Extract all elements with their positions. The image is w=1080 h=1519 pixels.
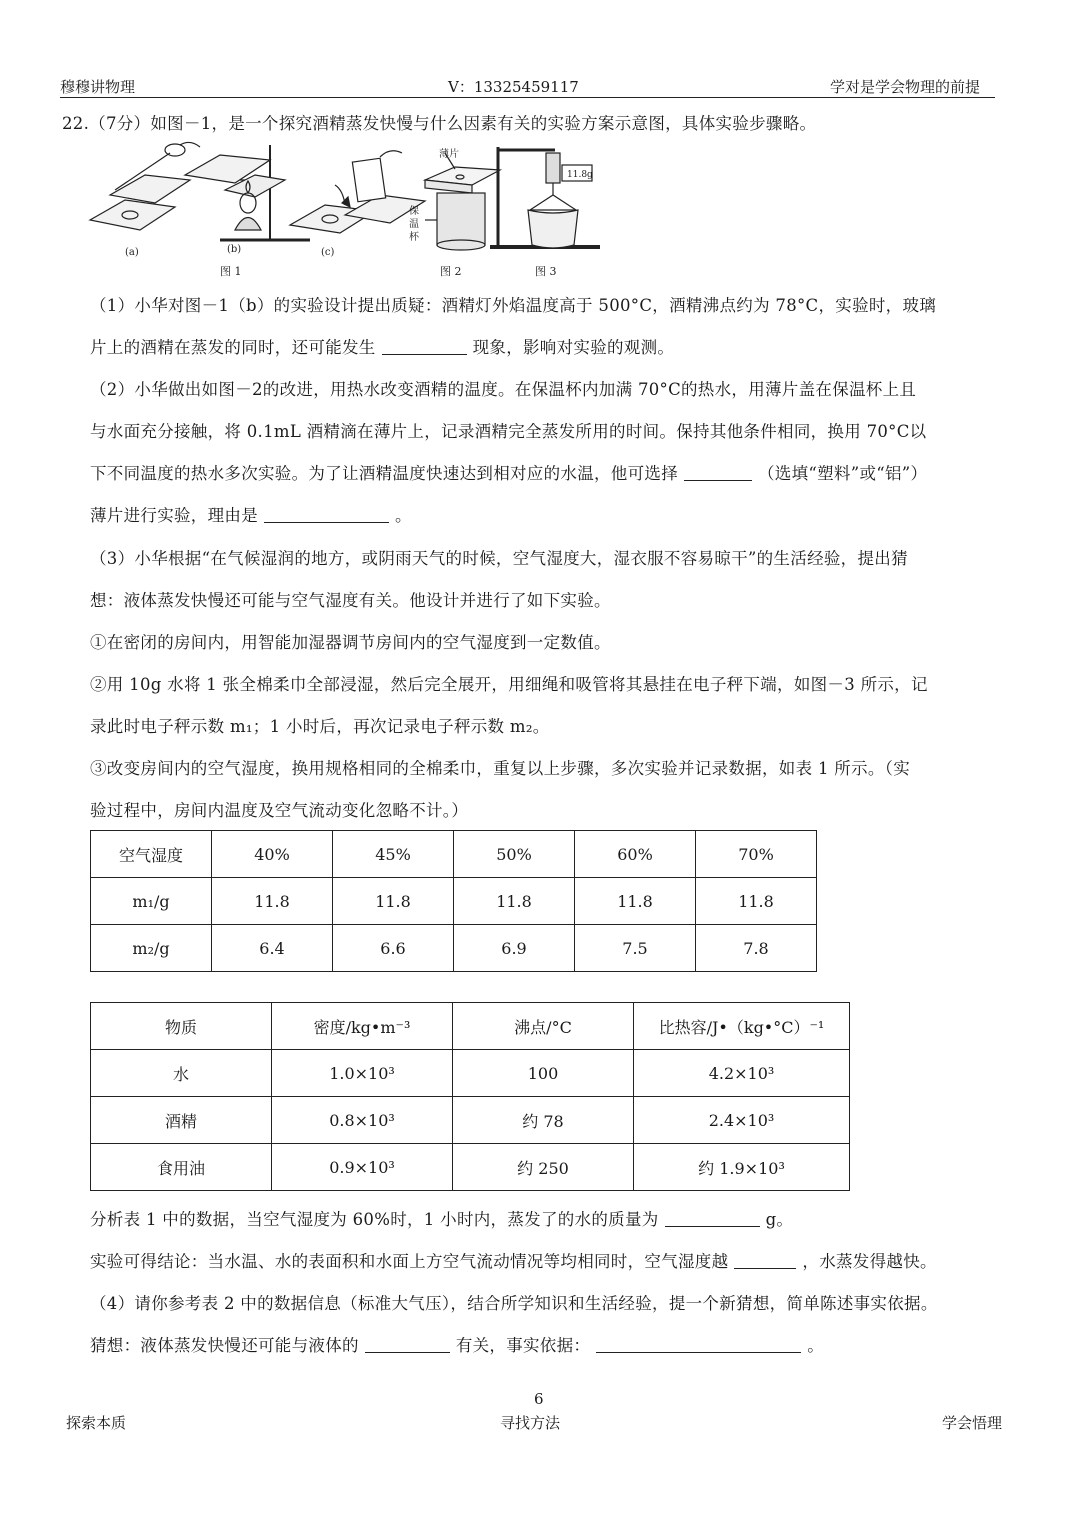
table-cell: 1.0×10³ [272,1050,453,1097]
part3-line2: 想：液体蒸发快慢还可能与空气湿度有关。他设计并进行了如下实验。 [90,591,611,610]
experiment-figures [80,135,640,285]
table-cell: 100 [453,1050,634,1097]
table-cell: 2.4×10³ [634,1097,850,1144]
table-row [91,1144,850,1191]
answer-blank-4[interactable] [665,1210,760,1227]
part3-step3-line2: 验过程中，房间内温度及空气流动变化忽略不计。） [90,801,469,820]
table-cell: 6.9 [454,925,575,972]
table-cell: 比热容/J•（kg•°C）⁻¹ [634,1003,850,1050]
table-cell: 空气湿度 [91,831,212,878]
table-row [91,1097,850,1144]
table-cell: 11.8 [454,878,575,925]
table-cell: 6.6 [333,925,454,972]
table-cell: 11.8 [333,878,454,925]
table-cell: 45% [333,831,454,878]
answer-blank-5[interactable] [734,1252,796,1269]
table-cell: 70% [696,831,817,878]
fig3-caption: 图 3 [535,265,557,278]
table-cell: 11.8 [212,878,333,925]
fig2-sheet-label: 薄片 [439,149,459,160]
part3-step2-line2: 录此时电子秤示数 m₁；1 小时后，再次记录电子秤示数 m₂。 [90,717,550,736]
table-cell: 4.2×10³ [634,1050,850,1097]
fig3-scale-reading: 11.8g [567,170,593,180]
analysis-line1: 分析表 1 中的数据，当空气湿度为 60%时，1 小时内，蒸发了的水的质量为 g。 [90,1210,794,1229]
footer-center: 寻找方法 [500,1414,561,1432]
table-row [91,1050,850,1097]
fig2-cup-label: 保温杯 [409,206,419,243]
fig1a-illustration [90,142,200,230]
table-cell: 约 1.9×10³ [634,1144,850,1191]
fig1-caption: 图 1 [220,265,242,278]
part3-step1: ①在密闭的房间内，用智能加湿器调节房间内的空气湿度到一定数值。 [90,633,611,652]
header-center: V：13325459117 [448,78,579,96]
fig3-illustration [490,147,600,248]
part2-line2: 与水面充分接触，将 0.1mL 酒精滴在薄片上，记录酒精完全蒸发所用的时间。保持其他条件相同，换用 70°C以 [90,422,927,441]
part4-line2: 猜想：液体蒸发快慢还可能与液体的 有关，事实依据： 。 [90,1336,825,1355]
table-row [91,878,817,925]
analysis-line2: 实验可得结论：当水温、水的表面积和水面上方空气流动情况等均相同时，空气湿度越 ，水蒸发得越快。 [90,1252,937,1271]
footer-right: 学会悟理 [942,1414,1003,1432]
table-row [91,1003,850,1050]
table-cell: 7.5 [575,925,696,972]
table-cell: 50% [454,831,575,878]
table1-humidity [90,830,817,972]
page-number: 6 [534,1390,544,1408]
part3-step2-line1: ②用 10g 水将 1 张全棉柔巾全部浸湿，然后完全展开，用细绳和吸管将其悬挂在电子秤下端，如图－3 所示，记 [90,675,928,694]
table-cell: 物质 [91,1003,272,1050]
table-row [91,925,817,972]
part4-line1: （4）请你参考表 2 中的数据信息（标准大气压），结合所学知识和生活经验，提一个新猜想，简单陈述事实依据。 [90,1294,938,1313]
table-cell: 0.9×10³ [272,1144,453,1191]
part3-line1: （3）小华根据“在气候湿润的地方，或阴雨天气的时候，空气湿度大，湿衣服不容易晾干”的生活经验，提出猜 [90,549,908,568]
part2-line4: 薄片进行实验，理由是 。 [90,506,412,525]
part1-line1: （1）小华对图－1（b）的实验设计提出质疑：酒精灯外焰温度高于 500°C，酒精沸点约为 78°C，实验时，玻璃 [90,296,937,315]
fig1c-illustration [290,151,425,233]
answer-blank-7[interactable] [596,1336,801,1353]
header-left: 穆穆讲物理 [60,78,136,96]
table-cell: 约 78 [453,1097,634,1144]
table-cell: 酒精 [91,1097,272,1144]
answer-blank-6[interactable] [365,1336,450,1353]
header-divider [60,97,995,98]
table-cell: 食用油 [91,1144,272,1191]
table-cell: 0.8×10³ [272,1097,453,1144]
answer-blank-3[interactable] [264,506,389,523]
part1-line2: 片上的酒精在蒸发的同时，还可能发生 现象，影响对实验的观测。 [90,338,675,357]
table-cell: 40% [212,831,333,878]
part2-line3: 下不同温度的热水多次实验。为了让酒精温度快速达到相对应的水温，他可选择 （选填“塑料”或“铝”） [90,464,928,483]
table-cell: m₁/g [91,878,212,925]
fig1b-label: (b) [227,244,242,255]
answer-blank-1[interactable] [382,338,467,355]
table-cell: 6.4 [212,925,333,972]
table-cell: 11.8 [696,878,817,925]
table2-substances [90,1002,850,1191]
table-cell: 约 250 [453,1144,634,1191]
table-cell: 密度/kg•m⁻³ [272,1003,453,1050]
fig2-illustration [425,153,500,250]
table-cell: m₂/g [91,925,212,972]
table-cell: 60% [575,831,696,878]
fig1a-label: (a) [125,247,139,258]
question-title: 22.（7分）如图－1，是一个探究酒精蒸发快慢与什么因素有关的实验方案示意图，具体实验步骤略。 [62,114,817,133]
table-cell: 水 [91,1050,272,1097]
fig1c-label: (c) [321,247,335,258]
part2-line1: （2）小华做出如图－2的改进，用热水改变酒精的温度。在保温杯内加满 70°C的热水，用薄片盖在保温杯上且 [90,380,917,399]
header-right: 学对是学会物理的前提 [830,78,981,96]
table-row [91,831,817,878]
footer-left: 探索本质 [66,1414,127,1432]
table-cell: 沸点/°C [453,1003,634,1050]
table-cell: 7.8 [696,925,817,972]
table-cell: 11.8 [575,878,696,925]
part3-step3-line1: ③改变房间内的空气湿度，换用规格相同的全棉柔巾，重复以上步骤，多次实验并记录数据，如表 1 所示。（实 [90,759,911,778]
fig2-caption: 图 2 [440,265,462,278]
answer-blank-2[interactable] [684,464,752,481]
